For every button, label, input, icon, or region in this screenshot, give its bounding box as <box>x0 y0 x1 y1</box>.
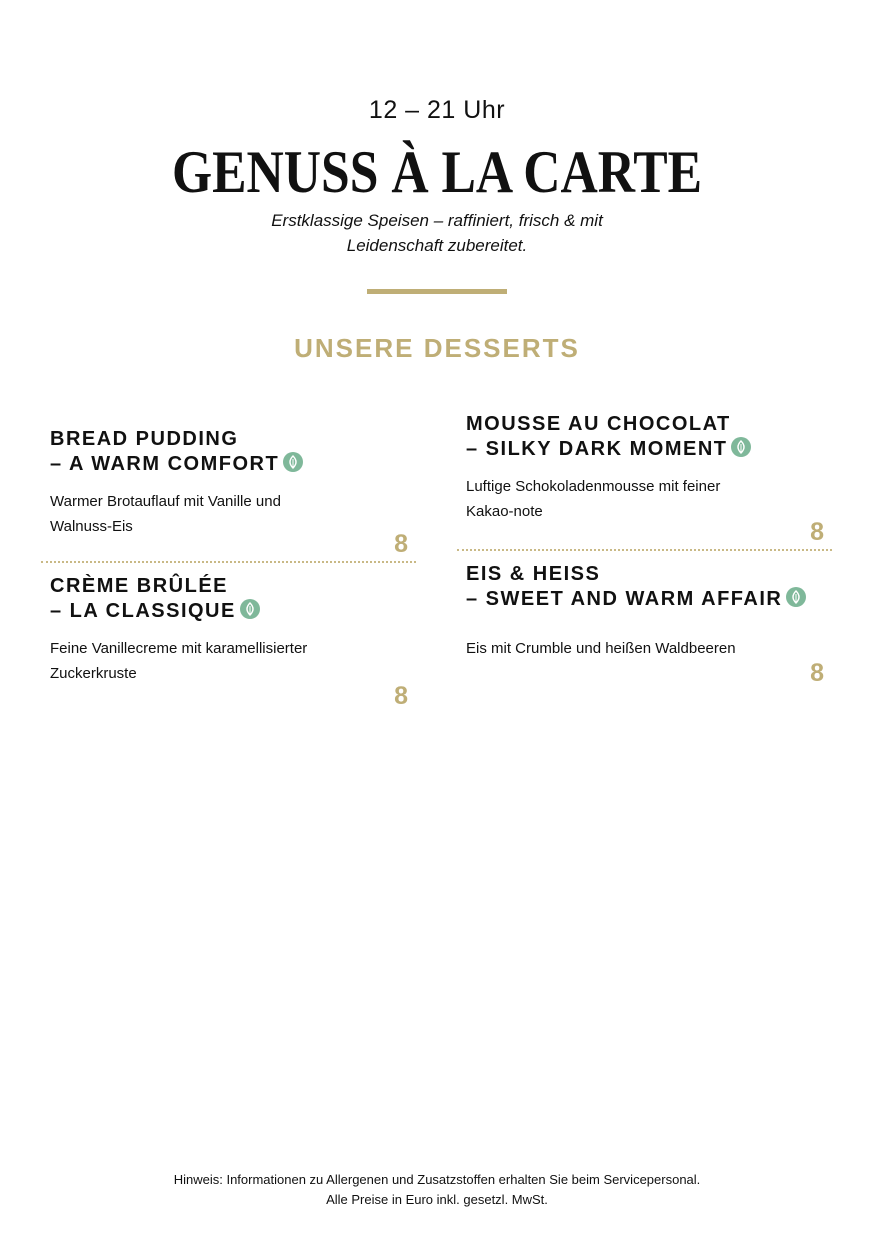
menu-item-name-line2: – LA CLASSIQUE <box>50 600 236 622</box>
menu-item-description: Warmer Brotauflauf mit Vanille und Walnuss-Eis <box>50 493 281 535</box>
menu-item-name <box>50 574 350 624</box>
menu-item-price: 8 <box>810 518 824 546</box>
vegetarian-leaf-icon <box>240 599 260 619</box>
menu-item-price: 8 <box>810 659 824 687</box>
title-divider <box>367 289 507 294</box>
footer-price-note: Alle Preise in Euro inkl. gesetzl. MwSt. <box>326 1192 548 1207</box>
vegetarian-leaf-icon <box>283 452 303 472</box>
opening-hours: 12 – 21 Uhr <box>368 96 506 124</box>
menu-item-eis-und-heiss <box>466 562 826 661</box>
menu-item-description: Luftige Schokoladenmousse mit feiner Kakao-note <box>466 478 721 520</box>
menu-item-name <box>466 562 826 612</box>
menu-item-name-line1: CRÈME BRÛLÉE <box>50 575 229 597</box>
menu-item-name-line1: MOUSSE AU CHOCOLAT <box>466 413 731 435</box>
footer-allergen-note: Hinweis: Informationen zu Allergenen und Zusatzstoffen erhalten Sie beim Servicepersonal. <box>173 1172 701 1187</box>
vegetarian-leaf-icon <box>731 437 751 457</box>
menu-item-bread-pudding <box>50 427 350 539</box>
menu-item-name-line2: – SILKY DARK MOMENT <box>466 438 728 460</box>
menu-item-price: 8 <box>394 682 408 710</box>
menu-item-name <box>466 412 796 462</box>
menu-item-price: 8 <box>394 530 408 558</box>
menu-item-mousse-au-chocolat <box>466 412 796 524</box>
menu-item-name-line2: – SWEET AND WARM AFFAIR <box>466 588 783 610</box>
menu-item-creme-brulee <box>50 574 350 686</box>
menu-item-name-line1: BREAD PUDDING <box>50 428 239 450</box>
menu-item-description: Eis mit Crumble und heißen Waldbeeren <box>466 640 736 657</box>
menu-item-description: Feine Vanillecreme mit karamellisierter Zuckerkruste <box>50 640 308 682</box>
menu-item-name-line2: – A WARM COMFORT <box>50 453 280 475</box>
item-separator <box>41 561 416 563</box>
menu-item-name-line1: EIS & HEISS <box>466 563 601 585</box>
footer-note <box>0 1170 874 1210</box>
page-subtitle: Erstklassige Speisen – raffiniert, frisch & mit Leidenschaft zubereitet. <box>271 211 603 255</box>
item-separator <box>457 549 832 551</box>
page-title: GENUSS À LA CARTE <box>171 139 703 205</box>
vegetarian-leaf-icon <box>786 587 806 607</box>
menu-item-name <box>50 427 350 477</box>
section-heading: UNSERE DESSERTS <box>294 333 580 363</box>
